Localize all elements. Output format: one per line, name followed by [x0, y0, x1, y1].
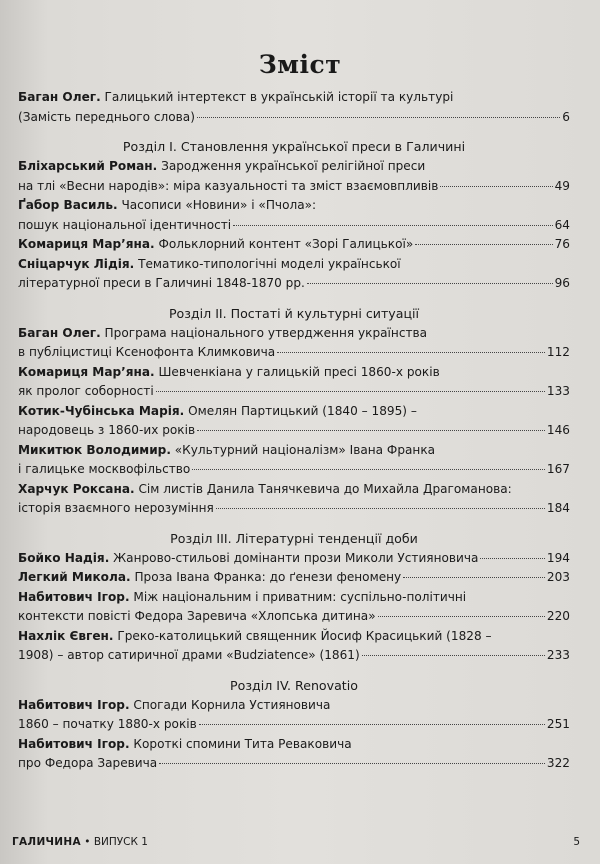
leader-dots [307, 283, 553, 284]
entry-page: 322 [546, 756, 570, 770]
entry-title: Галицький інтертекст в українській історії та культурі [104, 90, 454, 104]
entry-title: Короткі спомини Тита Ревакoвича [133, 736, 352, 751]
toc-entry[interactable] [18, 735, 570, 774]
toc-line [18, 382, 570, 402]
section-heading: Розділ ІІІ. Літературні тенденції доби [170, 530, 418, 546]
page-title: Зміст [258, 50, 342, 79]
entry-page: 233 [546, 648, 570, 662]
entry-title: «Культурний націоналізм» Івана Франка [174, 442, 436, 457]
toc-entry[interactable] [18, 235, 570, 255]
toc-entry[interactable] [18, 696, 570, 735]
toc-entry[interactable] [18, 627, 570, 666]
entry-title: Зародження української релігійної преси [161, 159, 426, 173]
toc-line [18, 499, 570, 519]
entry-title: літературної преси в Галичині 1848-1870 рр. [18, 276, 305, 290]
toc-line [18, 441, 570, 461]
page-number: 5 [573, 836, 580, 848]
entry-title: історія взаємного нерозуміння [18, 501, 214, 515]
entry-page: 112 [546, 345, 570, 359]
entry-author: Комариця Мар’яна. [18, 237, 155, 251]
entry-title: Між національним і приватним: суспільно-політичні [133, 589, 467, 604]
leader-dots [192, 469, 545, 470]
toc-line [18, 735, 570, 755]
toc-entry[interactable] [18, 568, 570, 588]
entry-title: Часописи «Новини» і «Пчола»: [121, 198, 317, 212]
leader-dots [440, 186, 552, 187]
toc-line [18, 255, 570, 275]
toc-entry[interactable] [18, 157, 570, 196]
leader-dots [216, 508, 545, 509]
entry-page: 146 [546, 423, 570, 437]
entry-title: Жанрово-стильові домінанти прози Миколи Устияновича [113, 550, 479, 565]
entry-title: пошук національної ідентичності [18, 217, 232, 232]
entry-page: 194 [546, 550, 570, 565]
entry-author: Баган Олег. [18, 90, 101, 104]
entry-title: 1908) – автор сатиричної драми «Budziatence» (1861) [18, 648, 360, 662]
toc-line [18, 402, 570, 422]
entry-title: і галицьке москвофільство [18, 462, 191, 476]
toc-line [18, 460, 570, 480]
toc-line [18, 88, 570, 108]
entry-author: Ґабор Василь. [18, 198, 118, 212]
toc-entry[interactable] [18, 549, 570, 569]
entry-author: Набитович Ігор. [18, 697, 130, 712]
entry-author: Микитюк Володимир. [18, 442, 171, 457]
toc-entry[interactable] [18, 480, 570, 519]
entry-author: Набитович Ігор. [18, 589, 130, 604]
entry-page: 76 [554, 237, 570, 251]
toc-line [18, 696, 570, 716]
entry-title: Фольклорний контент «Зорі Галицької» [158, 237, 414, 251]
journal-name: ГАЛИЧИНА [12, 836, 81, 848]
toc-line [18, 343, 570, 363]
entry-title: Програма національного утвердження українства [104, 325, 428, 340]
entry-title: Сім листів Данила Танячкевича до Михайла Драгоманова: [138, 481, 512, 496]
entry-author: Бойко Надія. [18, 550, 110, 565]
page-footer [12, 836, 580, 848]
entry-page: 6 [562, 109, 570, 124]
entry-title: Спогади Корнила Устияновича [133, 697, 331, 712]
entry-page: 167 [546, 462, 570, 476]
entry-title: Омелян Партицький (1840 – 1895) – [188, 403, 417, 418]
leader-dots [362, 655, 545, 656]
section-heading: Розділ І. Становлення української преси в Галичині [122, 139, 466, 154]
toc-entry[interactable] [18, 588, 570, 627]
entry-page: 184 [546, 501, 570, 515]
entry-page: 251 [546, 717, 570, 731]
footer-separator: • [84, 836, 91, 848]
toc-line [18, 715, 570, 735]
toc-line [18, 549, 570, 569]
section-heading: Розділ IV. Renovatio [230, 677, 358, 693]
leader-dots [480, 558, 544, 559]
toc-entry[interactable] [18, 196, 570, 235]
entry-page: 96 [554, 276, 570, 290]
toc-line [18, 196, 570, 216]
entry-title: в публіцистиці Ксенофонта Климковича [18, 345, 276, 359]
section-heading: Розділ ІІ. Постаті й культурні ситуації [168, 305, 420, 321]
toc-line [18, 568, 570, 588]
entry-title: 1860 – початку 1880-х років [18, 717, 197, 731]
leader-dots [197, 117, 560, 118]
leader-dots [403, 577, 545, 578]
toc-entry[interactable] [18, 402, 570, 441]
toc-entry[interactable] [18, 255, 570, 294]
toc-entry[interactable] [18, 324, 570, 363]
table-of-contents [18, 88, 570, 774]
entry-title: Проза Івана Франка: до ґенези феномену [134, 570, 402, 584]
toc-line [18, 108, 570, 128]
entry-title: як пролог соборності [18, 384, 154, 398]
entry-title: контексти повісті Федора Заревича «Хлопська дитина» [18, 609, 376, 623]
entry-title: про Федора Заревича [18, 756, 158, 770]
leader-dots [197, 430, 545, 431]
toc-line [18, 177, 570, 197]
toc-line [18, 235, 570, 255]
toc-line [18, 754, 570, 774]
entry-author: Харчук Роксана. [18, 481, 135, 496]
toc-line [18, 627, 570, 647]
leader-dots [199, 724, 545, 725]
entry-author: Баган Олег. [18, 325, 101, 340]
entry-page: 133 [546, 384, 570, 398]
leader-dots [156, 391, 545, 392]
toc-line [18, 646, 570, 666]
toc-line [18, 324, 570, 344]
leader-dots [415, 244, 552, 245]
entry-title: Шевченкіана у галицькій пресі 1860-х років [158, 364, 440, 379]
entry-author: Нахлік Євген. [18, 628, 114, 643]
toc-sections [18, 136, 570, 774]
toc-line [18, 607, 570, 627]
entry-author: Легкий Микола. [18, 570, 131, 584]
entry-author: Бліхарський Роман. [18, 159, 158, 173]
toc-line [18, 480, 570, 500]
entry-page: 64 [554, 217, 570, 232]
leader-dots [159, 763, 545, 764]
leader-dots [233, 225, 552, 226]
entry-author: Комариця Мар’яна. [18, 364, 155, 379]
leader-dots [277, 352, 545, 353]
toc-line [18, 588, 570, 608]
entry-title: (Замість переднього слова) [18, 109, 195, 124]
toc-line [18, 157, 570, 177]
entry-page: 220 [546, 609, 570, 623]
entry-title: на тлі «Весни народів»: міра казуальності та зміст взаємовпливів [18, 178, 439, 193]
toc-line [18, 421, 570, 441]
entry-title: Греко-католицький священник Йосиф Красицький (1828 – [117, 628, 492, 643]
entry-author: Набитович Ігор. [18, 736, 130, 751]
entry-page: 49 [554, 178, 570, 193]
toc-line [18, 216, 570, 236]
toc-line [18, 363, 570, 383]
entry-author: Котик-Чубінська Марія. [18, 403, 185, 418]
toc-entry-intro[interactable] [18, 88, 570, 127]
entry-author: Сніцарчук Лідія. [18, 256, 135, 271]
toc-entry[interactable] [18, 441, 570, 480]
issue-label: ВИПУСК 1 [93, 836, 148, 848]
toc-entry[interactable] [18, 363, 570, 402]
entry-page: 203 [546, 570, 570, 584]
toc-line [18, 274, 570, 294]
running-footer [12, 836, 148, 848]
entry-title: Тематико-типологічні моделі української [138, 256, 401, 271]
leader-dots [378, 616, 545, 617]
entry-title: народовець з 1860-их років [18, 423, 196, 437]
